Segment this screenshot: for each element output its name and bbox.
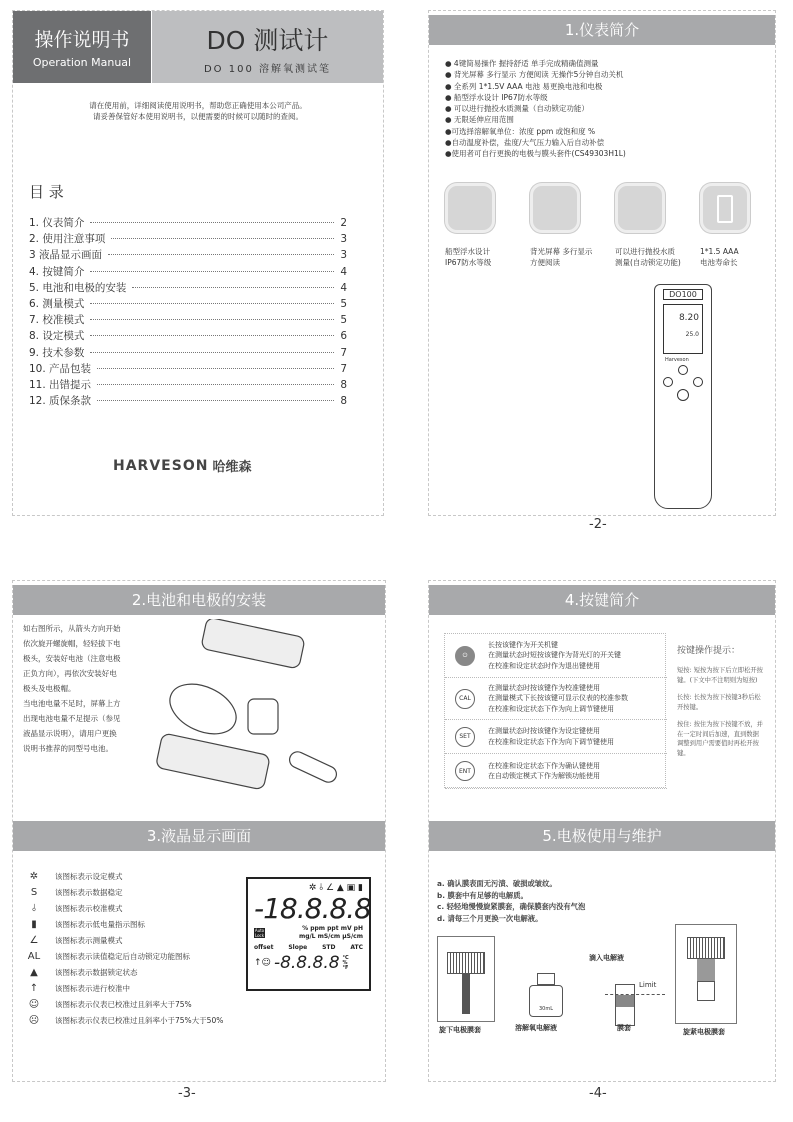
legend-item <box>27 964 223 980</box>
manual-title: 操作说明书 <box>34 29 130 51</box>
feature-caption: 可以进行抛投水质 测量(自动锁定功能) <box>615 247 681 268</box>
header-left-block <box>13 11 151 83</box>
calibrating-icon: ↑ <box>29 982 39 994</box>
toc-leader <box>90 271 334 272</box>
page-2-overview <box>428 10 776 532</box>
legend-item <box>27 900 223 916</box>
section-title-lcd: 3.液晶显示画面 <box>13 821 385 851</box>
lcd-temp-units: °C % °F <box>342 954 349 971</box>
figure-bottle: 30mL <box>529 973 563 1017</box>
legend-text: 该图标表示读值稳定后自动锁定功能图标 <box>55 951 190 961</box>
legend-text: 该图标表示低电量指示图标 <box>55 919 145 929</box>
page-3-install-lcd <box>12 580 386 1101</box>
legend-item <box>27 916 223 932</box>
legend-text: 该图标表示数据锁定状态 <box>55 967 138 977</box>
figure-unscrew <box>437 936 495 1022</box>
toc-page: 3 <box>340 249 347 262</box>
toc-label: 3 液晶显示画面 <box>29 249 103 262</box>
toc-page: 6 <box>340 330 347 343</box>
toc-item[interactable] <box>29 361 347 377</box>
page-1-cover-toc <box>12 10 384 516</box>
intro-line: 请在使用前，详细阅读使用说明书，帮助您正确使用本公司产品。 <box>89 101 307 110</box>
toc-leader <box>90 319 334 320</box>
section-title-install: 2.电池和电极的安装 <box>13 585 385 615</box>
toc-label: 10. 产品包装 <box>29 362 92 375</box>
intro-text <box>13 100 383 122</box>
toc-item[interactable] <box>29 328 347 344</box>
legend-text: 该图标表示仪表已校准过且斜率大于75% <box>55 999 192 1009</box>
toc-item[interactable] <box>29 280 347 296</box>
device-illustration <box>654 284 712 509</box>
lcd-diagram: ✲ ⫰ ∠ ▲ ▣ ▮ -18.8.8.8 Auto Lock % ppm ppt mV pH mg/L mS/cm μS/cm offset Slope STD ATC ↑☺ -8.8.8.8 °C % °F <box>246 877 371 991</box>
hold-icon: ▲ <box>30 966 38 978</box>
lcd-label: STD <box>322 944 336 951</box>
lcd-main-digits: -18.8.8.8 <box>254 892 371 925</box>
lcd-label: ATC <box>350 944 363 951</box>
toc-label: 7. 校准模式 <box>29 314 85 327</box>
brand-logo <box>113 456 251 475</box>
key-desc: 在测量状态时按该键作为设定键使用 <box>488 727 600 735</box>
logo-text: HARVESON <box>113 457 209 474</box>
measure-mode-icon: ∠ <box>29 934 39 946</box>
figure-membrane <box>615 984 635 1026</box>
toc-leader <box>97 368 334 369</box>
toc-page: 3 <box>340 233 347 246</box>
toc-page: 8 <box>340 395 347 408</box>
battery-icon: ▮ <box>31 918 37 930</box>
bullet-item: ●可选择溶解氧单位：浓度 ppm 或饱和度 % <box>445 126 596 136</box>
key-row <box>445 678 667 720</box>
tip: 短按: 短按为按下后立即松开按键。(下文中不注明则为短按) <box>677 667 763 684</box>
neutral-face-icon: ☹ <box>28 1014 40 1026</box>
legend-item <box>27 868 223 884</box>
ent-icon: ENT <box>455 761 475 781</box>
key-desc: 在校准和设定状态下作为向上调节键使用 <box>488 704 614 713</box>
bullet-item: ● 全系列 1*1.5V AAA 电池 易更换电池和电极 <box>445 81 603 91</box>
figure-caption: 滴入电解液 <box>589 954 624 962</box>
key-tips <box>677 643 765 758</box>
legend-item <box>27 948 223 964</box>
feature-caption: 1*1.5 AAA 电池寿命长 <box>700 247 739 268</box>
toc-title: 目 录 <box>29 183 64 201</box>
legend-text: 该图标表示测量模式 <box>55 935 123 945</box>
toc-label: 2. 使用注意事项 <box>29 233 106 246</box>
legend-text: 该图标表示进行校准中 <box>55 983 130 993</box>
toc-leader <box>111 238 334 239</box>
feature-bullets <box>445 58 626 160</box>
lcd-icon-legend <box>27 868 223 1028</box>
toc-page: 8 <box>340 379 347 391</box>
page-4-keys-maintenance <box>428 580 776 1101</box>
bullet-item: ● 无限延伸应用范围 <box>445 115 514 125</box>
toc-leader <box>97 384 334 385</box>
toc-item[interactable] <box>29 231 347 247</box>
toc-label: 11. 出错提示 <box>29 379 92 391</box>
bullet-item: ● 船型浮水设计 IP67防水等级 <box>445 92 548 102</box>
device-model: DO100 <box>663 289 703 300</box>
throw-measure-icon <box>615 183 665 233</box>
toc-page: 5 <box>340 314 347 327</box>
key-desc: 在自动锁定模式下作为解锁功能使用 <box>488 772 600 780</box>
section-title-keys: 4.按键简介 <box>429 585 775 615</box>
limit-line <box>605 994 665 995</box>
device-screen: 8.20 25.0 <box>663 304 703 354</box>
battery-install-illustration <box>143 619 373 814</box>
lcd-label: Slope <box>288 944 308 951</box>
section-title-overview: 1.仪表简介 <box>429 15 775 45</box>
cal-up-icon: CAL <box>455 689 475 709</box>
toc-leader <box>90 303 334 304</box>
key-row <box>445 754 667 789</box>
maintenance-steps: a. 确认膜表面无污渍、破损或皱纹。 b. 膜套中有足够的电解质。 c. 轻轻地慢慢旋紧膜套，确保膜套内没有气泡 d. 请每三个月更换一次电解液。 <box>437 879 586 923</box>
legend-item <box>27 1012 223 1028</box>
intro-line: 请妥善保管好本使用说明书，以便需要的时候可以随时的查阅。 <box>93 112 303 121</box>
toc-leader <box>97 400 334 401</box>
tip: 按住: 按住为按下按键不放，并在一定时间后加速，直到数据调整到用户需要值时再松开按键。 <box>677 721 763 757</box>
bullet-item: ●使用者可自行更换的电极与膜头套件(CS49303H1L) <box>445 149 626 159</box>
figure-caption: 旋下电极膜套 <box>439 1026 481 1034</box>
install-text: 如右图所示，从箭头方向开始 依次旋开螺旋帽，轻轻拔下电 极头，安装好电池（注意电极 正负方向），再依次安装好电 极头及电极帽。 当电池电量不足时，屏幕上方 出现电池电量不足提示（参见 液晶显示说明），请用户更换 说明书推荐的同型号电池。 <box>23 624 121 753</box>
power-icon: ⏻ <box>455 646 475 666</box>
legend-text: 该图标表示数据稳定 <box>55 887 123 897</box>
toc-page: 2 <box>340 217 347 229</box>
key-desc: 在测量模式下长按该键可显示仪表的校准参数 <box>488 694 628 703</box>
bullet-item: ● 4键简易操作 握持舒适 单手完成精确值测量 <box>445 59 599 68</box>
battery-icon <box>700 183 750 233</box>
key-desc: 在校准和设定状态下作为向下调节键使用 <box>488 737 614 746</box>
page-number: -3- <box>178 1086 196 1101</box>
lcd-top-icons: ✲ ⫰ ∠ ▲ ▣ ▮ <box>308 883 363 893</box>
lcd-units: % ppm ppt mV pH <box>302 925 363 932</box>
legend-item <box>27 980 223 996</box>
bullet-item: ● 背光屏幕 多行显示 方便阅读 无操作5分钟自动关机 <box>445 70 624 80</box>
manual-subtitle: Operation Manual <box>32 56 132 69</box>
key-desc: 在测量状态时短按该键作为背光灯的开关键 <box>488 651 621 660</box>
toc-item[interactable] <box>29 312 347 328</box>
toc-page: 4 <box>340 265 347 278</box>
tip: 长按: 长按为按下按键3秒后松开按键。 <box>677 694 761 711</box>
key-desc: 在校准和设定状态时作为退出键使用 <box>488 661 600 670</box>
toc-item[interactable] <box>29 264 347 280</box>
limit-label: Limit <box>639 981 657 989</box>
toc-page: 7 <box>340 346 347 359</box>
calibration-icon: ⫰ <box>31 902 37 914</box>
toc-leader <box>90 352 334 353</box>
toc-page: 5 <box>340 298 347 310</box>
product-title: DO 测试计 <box>206 26 329 55</box>
key-row <box>445 720 667 754</box>
toc-item[interactable] <box>29 393 347 409</box>
set-down-icon: SET <box>455 727 475 747</box>
section-title-maintenance: 5.电极使用与维护 <box>429 821 775 851</box>
figure-tighten <box>675 924 737 1024</box>
stable-s-icon: S <box>30 886 38 898</box>
legend-item <box>27 996 223 1012</box>
page-number: -4- <box>589 1086 607 1101</box>
lcd-label: offset <box>254 944 274 951</box>
floating-pen-icon <box>445 183 495 233</box>
toc-leader <box>108 254 334 255</box>
toc-label: 5. 电池和电极的安装 <box>29 281 127 294</box>
key-desc: 在校准和设定状态下作为确认键使用 <box>488 761 600 770</box>
toc-label: 8. 设定模式 <box>29 330 85 343</box>
gear-icon: ✲ <box>29 870 39 882</box>
legend-text: 该图标表示设定模式 <box>55 871 123 881</box>
page-number: -2- <box>589 517 607 532</box>
legend-item <box>27 884 223 900</box>
toc-label: 4. 按键简介 <box>29 265 85 278</box>
toc-label: 1. 仪表简介 <box>29 217 85 229</box>
toc-item[interactable] <box>29 296 347 312</box>
key-row <box>445 634 667 678</box>
figure-caption: 溶解氧电解液 <box>515 1024 557 1032</box>
toc-page: 4 <box>340 281 347 294</box>
toc-leader <box>90 335 334 336</box>
tips-title: 按键操作提示： <box>677 646 741 656</box>
lcd-units: mg/L mS/cm μS/cm <box>298 933 363 940</box>
toc-label: 9. 技术参数 <box>29 346 85 359</box>
product-subtitle: DO 100 溶解氧测试笔 <box>203 64 331 75</box>
key-desc: 在测量状态时按该键作为校准键使用 <box>488 683 600 692</box>
toc-label: 6. 测量模式 <box>29 298 85 310</box>
logo-cn: 哈维森 <box>212 460 252 475</box>
device-brand: Harveson <box>665 357 689 363</box>
legend-text: 该图标表示仪表已校准过且斜率小于75%大于50% <box>55 1015 224 1025</box>
backlight-screen-icon <box>530 183 580 233</box>
toc-page: 7 <box>340 362 347 375</box>
key-desc: 长按该键作为开关机键 <box>488 640 558 649</box>
figure-caption: 膜套 <box>617 1024 631 1032</box>
toc-item[interactable] <box>29 215 347 231</box>
toc-item[interactable] <box>29 247 347 263</box>
bullet-item: ● 可以进行抛投水质测量（自动锁定功能） <box>445 104 589 114</box>
figure-caption: 旋紧电极膜套 <box>683 1028 725 1036</box>
feature-caption: 船型浮水设计 IP67防水等级 <box>445 247 492 268</box>
lcd-sub-digits: -8.8.8.8 <box>273 953 340 973</box>
bullet-item: ●自动温度补偿，盐度/大气压力输入后自动补偿 <box>445 138 605 148</box>
feature-caption: 背光屏幕 多行显示 方便阅读 <box>530 247 593 268</box>
toc-item[interactable] <box>29 345 347 361</box>
toc-label: 12. 质保条款 <box>29 395 92 408</box>
toc-leader <box>132 287 334 288</box>
header-right-block <box>152 11 383 83</box>
smile-icon: ☺ <box>28 998 40 1010</box>
toc-item[interactable] <box>29 377 347 393</box>
legend-item <box>27 932 223 948</box>
legend-text: 该图标表示校准模式 <box>55 903 123 913</box>
auto-lock-icon: AL <box>27 950 41 962</box>
key-table <box>444 633 666 788</box>
toc-leader <box>90 222 334 223</box>
auto-lock-icon: Auto Lock <box>254 928 265 938</box>
